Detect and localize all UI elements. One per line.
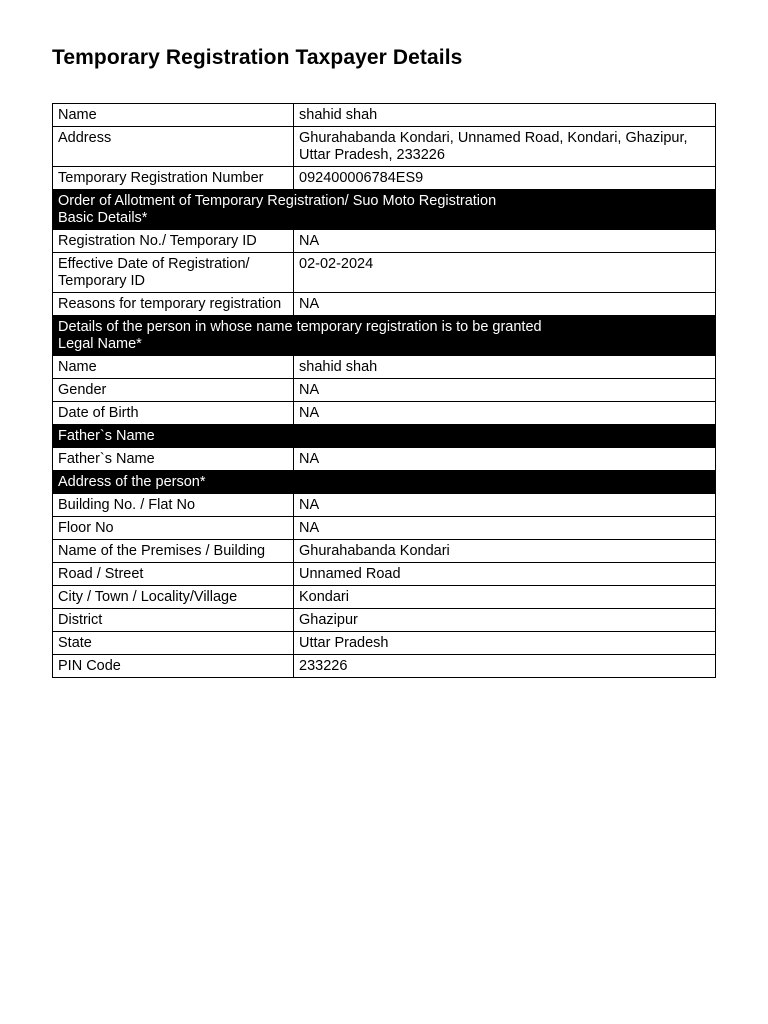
field-value: Ghurahabanda Kondari: [294, 540, 716, 563]
table-row: [53, 494, 716, 517]
section-header-cell: [53, 190, 716, 230]
table-row: [53, 448, 716, 471]
field-label: Father`s Name: [53, 448, 294, 471]
field-label: Gender: [53, 379, 294, 402]
field-value: NA: [294, 402, 716, 425]
field-value: 092400006784ES9: [294, 167, 716, 190]
field-label: Floor No: [53, 517, 294, 540]
field-label: Address: [53, 127, 294, 167]
field-label: Date of Birth: [53, 402, 294, 425]
field-label: Reasons for temporary registration: [53, 293, 294, 316]
field-value: 02-02-2024: [294, 253, 716, 293]
field-label: Name of the Premises / Building: [53, 540, 294, 563]
field-label: City / Town / Locality/Village: [53, 586, 294, 609]
table-row: [53, 402, 716, 425]
table-row: [53, 632, 716, 655]
field-label: Name: [53, 356, 294, 379]
section-title: Order of Allotment of Temporary Registration/ Suo Moto Registration: [58, 193, 497, 209]
field-label: State: [53, 632, 294, 655]
table-row: [53, 293, 716, 316]
table-row: [53, 517, 716, 540]
field-value: Kondari: [294, 586, 716, 609]
table-row: [53, 356, 716, 379]
table-row: [53, 540, 716, 563]
field-value: shahid shah: [294, 104, 716, 127]
field-label: Building No. / Flat No: [53, 494, 294, 517]
field-value: NA: [294, 448, 716, 471]
field-value: Uttar Pradesh: [294, 632, 716, 655]
field-value: NA: [294, 293, 716, 316]
field-label: Name: [53, 104, 294, 127]
section-subtitle: Basic Details*: [58, 210, 148, 226]
field-value: Ghazipur: [294, 609, 716, 632]
table-row: [53, 563, 716, 586]
field-label: Temporary Registration Number: [53, 167, 294, 190]
field-label: Effective Date of Registration/ Temporary ID: [53, 253, 294, 293]
field-label: PIN Code: [53, 655, 294, 678]
table-row: [53, 586, 716, 609]
taxpayer-details-table: [52, 103, 716, 678]
field-value: NA: [294, 379, 716, 402]
table-row: [53, 127, 716, 167]
field-value: Ghurahabanda Kondari, Unnamed Road, Kondari, Ghazipur, Uttar Pradesh, 233226: [294, 127, 716, 167]
section-header-cell: [53, 316, 716, 356]
section-header-father: [53, 425, 716, 448]
field-value: Unnamed Road: [294, 563, 716, 586]
section-title: Details of the person in whose name temporary registration is to be granted: [58, 319, 542, 335]
table-row: [53, 230, 716, 253]
section-title: Father`s Name: [53, 425, 716, 448]
field-value: NA: [294, 230, 716, 253]
field-label: Road / Street: [53, 563, 294, 586]
table-row: [53, 104, 716, 127]
section-header-address: [53, 471, 716, 494]
table-row: [53, 609, 716, 632]
section-title: Address of the person*: [53, 471, 716, 494]
field-value: shahid shah: [294, 356, 716, 379]
field-label: District: [53, 609, 294, 632]
page-title: Temporary Registration Taxpayer Details: [52, 46, 463, 69]
field-label: Registration No./ Temporary ID: [53, 230, 294, 253]
table-row: [53, 253, 716, 293]
table-row: [53, 655, 716, 678]
section-subtitle: Legal Name*: [58, 336, 142, 352]
field-value: NA: [294, 517, 716, 540]
field-value: NA: [294, 494, 716, 517]
table-row: [53, 167, 716, 190]
section-header-allotment: [53, 190, 716, 230]
section-header-person: [53, 316, 716, 356]
table-row: [53, 379, 716, 402]
field-value: 233226: [294, 655, 716, 678]
